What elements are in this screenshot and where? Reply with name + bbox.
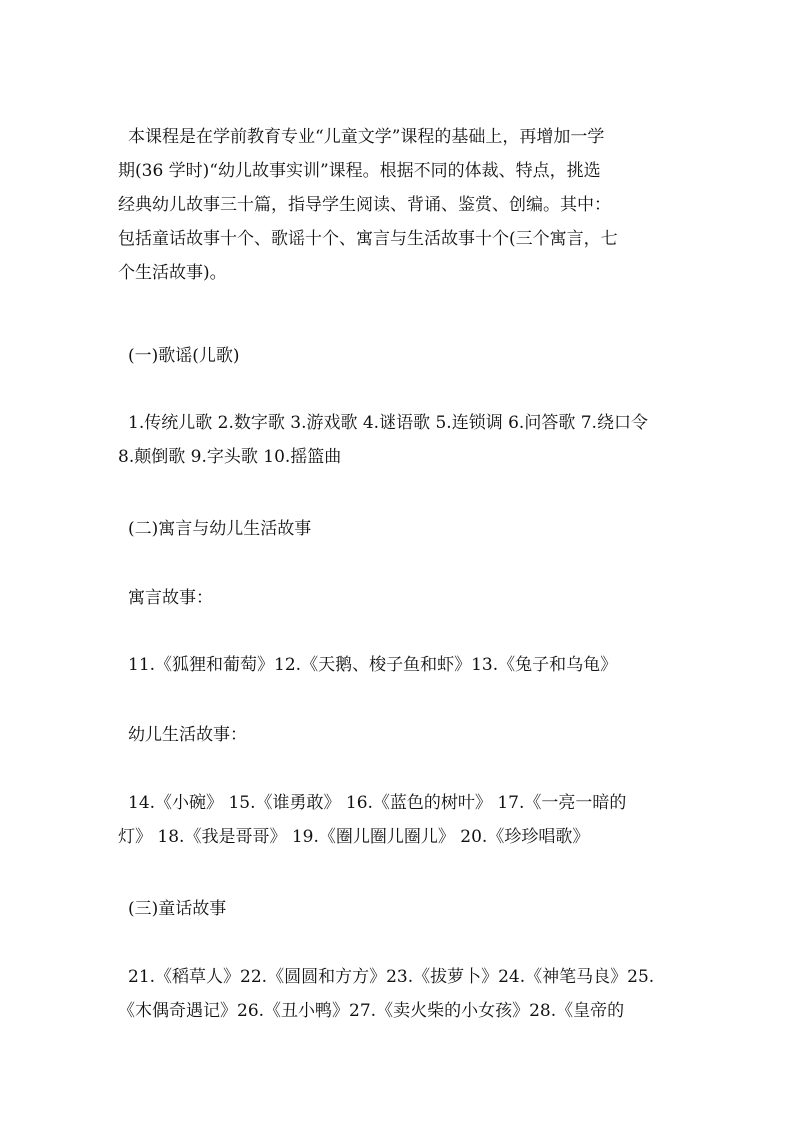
songs-list (118, 406, 678, 474)
fable-line: 11.《狐狸和葡萄》12.《天鹅、梭子鱼和虾》13.《兔子和乌龟》 (128, 655, 618, 675)
subheading: 寓言故事： (128, 588, 213, 608)
life-story-list (118, 786, 678, 854)
songs-line: 1.传统儿歌 2.数字歌 3.游戏歌 4.谜语歌 5.连锁调 6.问答歌 7.绕口令 (128, 413, 648, 433)
fairy-tale-list (118, 960, 678, 1028)
intro-line: 经典幼儿故事三十篇，指导学生阅读、背诵、鉴赏、创编。其中： (118, 195, 611, 215)
section-heading: (二)寓言与幼儿生活故事 (128, 519, 312, 539)
life-story-line: 灯》 18.《我是哥哥》 19.《圈儿圈儿圈儿》 20.《珍珍唱歌》 (118, 827, 590, 847)
life-story-label (118, 718, 678, 752)
life-story-line: 14.《小碗》 15.《谁勇敢》 16.《蓝色的树叶》 17.《一亮一暗的 (128, 793, 627, 813)
section-heading: (一)歌谣(儿歌) (128, 346, 240, 366)
subheading: 幼儿生活故事： (128, 725, 247, 745)
intro-line: 包括童话故事十个、歌谣十个、寓言与生活故事十个(三个寓言，七 (118, 229, 618, 249)
section-heading-songs (118, 339, 678, 373)
songs-line: 8.颠倒歌 9.字头歌 10.摇篮曲 (118, 447, 342, 467)
fable-label (118, 581, 678, 615)
intro-line: 本课程是在学前教育专业“儿童文学”课程的基础上，再增加一学 (128, 127, 605, 147)
fable-list (118, 648, 678, 682)
section-heading-fables (118, 512, 678, 546)
fairy-tale-line: 《木偶奇遇记》26.《丑小鸭》27.《卖火柴的小女孩》28.《皇帝的 (118, 1001, 625, 1021)
intro-line: 个生活故事)。 (118, 263, 227, 283)
intro-line: 期(36 学时)“幼儿故事实训”课程。根据不同的体裁、特点，挑选 (118, 161, 601, 181)
intro-paragraph (118, 120, 678, 290)
section-heading: (三)童话故事 (128, 899, 227, 919)
fairy-tale-line: 21.《稻草人》22.《圆圆和方方》23.《拔萝卜》24.《神笔马良》25. (128, 967, 655, 987)
section-heading-fairy-tales (118, 892, 678, 926)
